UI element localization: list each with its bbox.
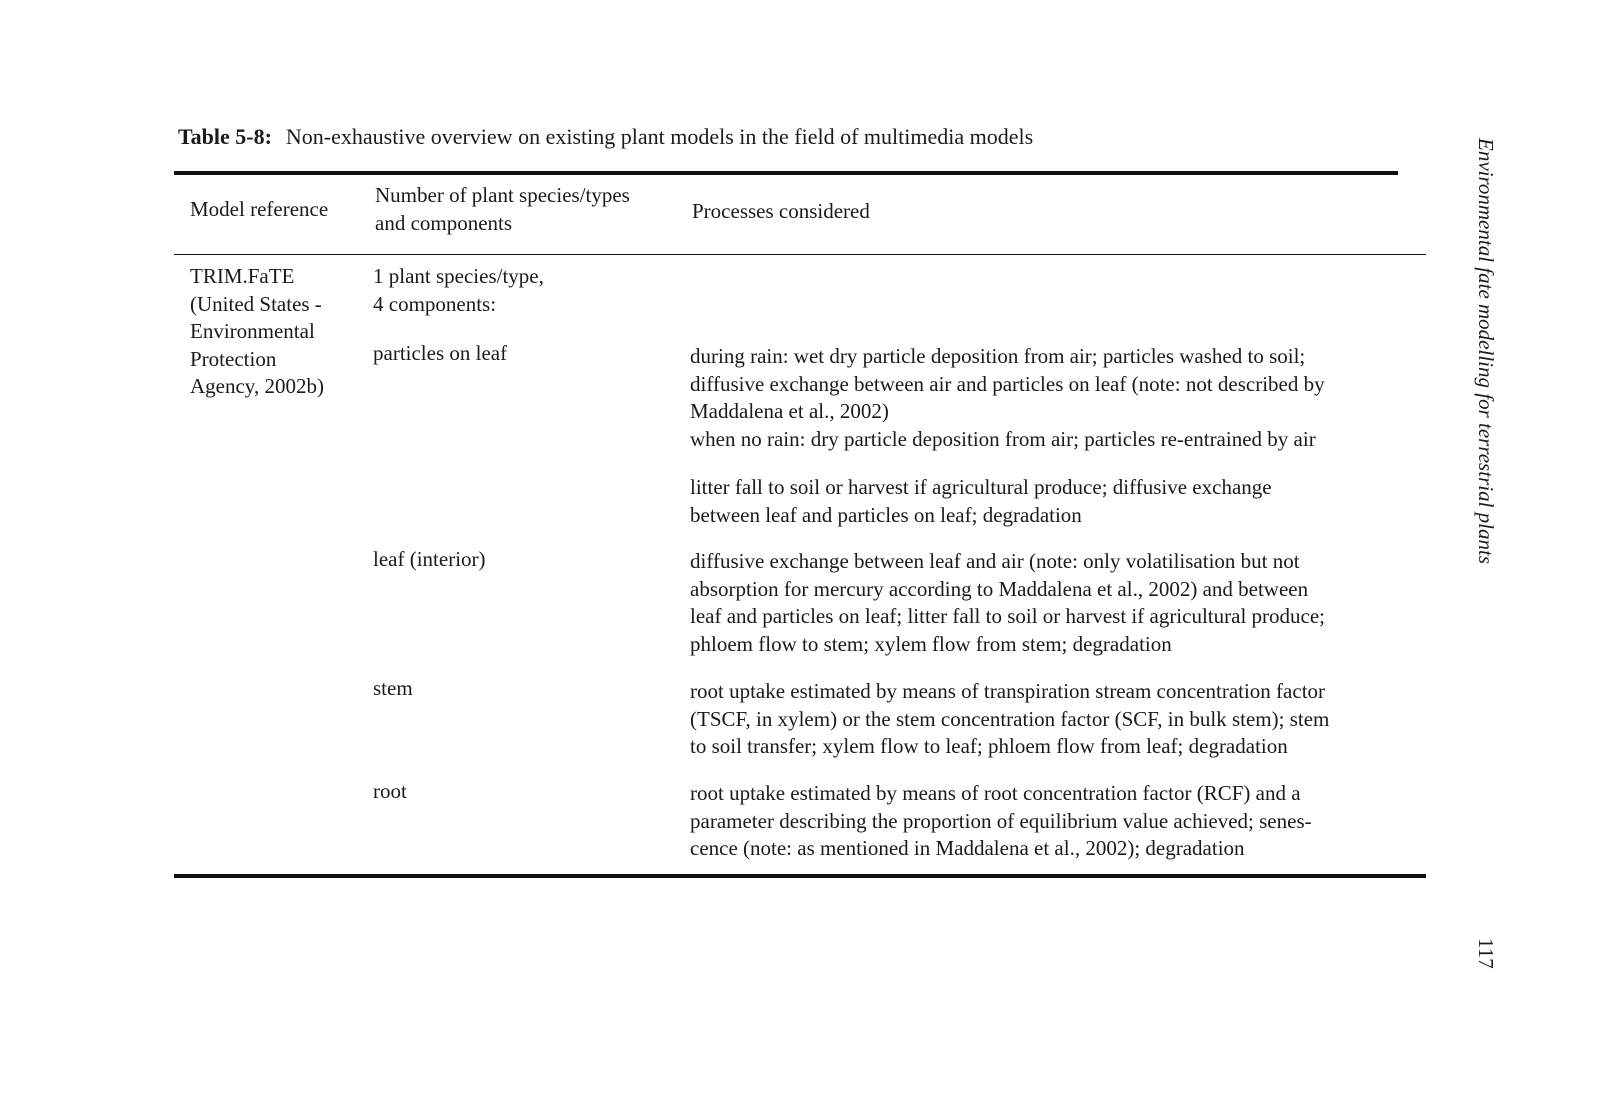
- component-particles-on-leaf: particles on leaf: [373, 341, 508, 365]
- process-line: root uptake estimated by means of transpiration stream concentration factor: [690, 679, 1326, 703]
- process-line: to soil transfer; xylem flow to leaf; phloem flow from leaf; degradation: [690, 734, 1288, 758]
- process-leaf-interior: [690, 548, 1410, 658]
- header-number-line-1: Number of plant species/types: [375, 183, 630, 207]
- process-line: absorption for mercury according to Maddalena et al., 2002) and between: [690, 576, 1309, 601]
- components-intro-line-2: 4 components:: [373, 291, 497, 316]
- components-intro: [373, 263, 673, 318]
- header-number-line-2: and components: [375, 210, 513, 235]
- running-head: Environmental fate modelling for terrestrial plants: [1474, 138, 1498, 564]
- table-header-rule: [174, 254, 1426, 255]
- header-processes: Processes considered: [692, 199, 870, 223]
- process-line: diffusive exchange between air and particles on leaf (note: not described by: [690, 371, 1325, 396]
- process-line: leaf and particles on leaf; litter fall to soil or harvest if agricultural produce;: [690, 604, 1326, 628]
- process-line: litter fall to soil or harvest if agricultural produce; diffusive exchange: [690, 475, 1272, 499]
- component-leaf-interior: leaf (interior): [373, 547, 486, 571]
- process-line: when no rain: dry particle deposition from air; particles re-entrained by air: [690, 426, 1316, 451]
- process-line: between leaf and particles on leaf; degradation: [690, 502, 1082, 527]
- model-line: TRIM.FaTE: [190, 264, 295, 288]
- model-line: Agency, 2002b): [190, 374, 324, 398]
- component-root: root: [373, 779, 407, 803]
- process-particles-rain: [690, 343, 1410, 453]
- process-line: (TSCF, in xylem) or the stem concentration factor (SCF, in bulk stem); stem: [690, 706, 1330, 731]
- header-model-reference: Model reference: [190, 197, 329, 221]
- table-label: Table 5-8:: [178, 124, 272, 149]
- process-line: Maddalena et al., 2002): [690, 399, 889, 423]
- process-line: during rain: wet dry particle deposition from air; particles washed to soil;: [690, 344, 1306, 368]
- process-line: parameter describing the proportion of equilibrium value achieved; senes-: [690, 808, 1312, 833]
- table-caption: [178, 124, 1033, 150]
- model-line: Environmental: [190, 319, 315, 343]
- process-line: diffusive exchange between leaf and air (note: only volatilisation but not: [690, 549, 1300, 573]
- process-root: [690, 780, 1410, 863]
- process-stem: [690, 678, 1410, 761]
- model-line: Protection: [190, 346, 277, 371]
- process-line: root uptake estimated by means of root concentration factor (RCF) and a: [690, 781, 1301, 805]
- header-number-of-species: [375, 182, 630, 237]
- model-reference-cell: [190, 263, 360, 401]
- page-number: 117: [1474, 938, 1498, 969]
- table-title: Non-exhaustive overview on existing plant models in the field of multimedia models: [285, 124, 1034, 149]
- table-bottom-rule: [174, 874, 1426, 878]
- process-particles-litter: [690, 474, 1410, 529]
- component-stem: stem: [373, 676, 413, 700]
- table-top-rule: [174, 171, 1398, 175]
- process-line: phloem flow to stem; xylem flow from stem; degradation: [690, 631, 1172, 656]
- model-line: (United States -: [190, 291, 322, 316]
- process-line: cence (note: as mentioned in Maddalena et al., 2002); degradation: [690, 836, 1245, 860]
- components-intro-line-1: 1 plant species/type,: [373, 264, 544, 288]
